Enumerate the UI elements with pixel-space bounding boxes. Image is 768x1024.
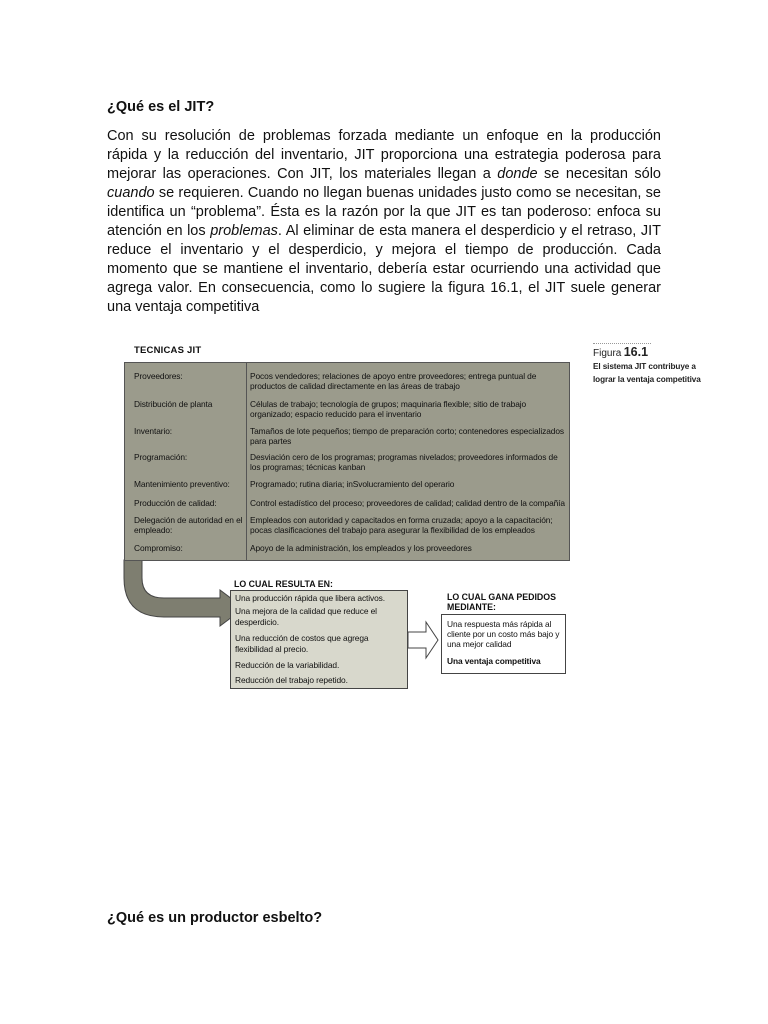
connector-arrow (124, 560, 244, 626)
caption-rule (593, 343, 651, 344)
paragraph-emphasis: problemas (210, 223, 278, 239)
body-paragraph (107, 127, 661, 317)
result-item: Una mejora de la calidad que reduce el desperdicio. (235, 606, 377, 627)
technique-description: Desviación cero de los programas; programas nivelados; proveedores informados de los programas; técnicas kanban (250, 452, 558, 472)
technique-name: Mantenimiento preventivo: (134, 479, 230, 489)
paragraph-run: se requieren. Cuando no llegan buenas unidades justo como se necesitan, se identifica un “problema”. Ésta es la razón por la que JIT es tan poderoso: enfoca su atención en los (107, 185, 661, 239)
technique-description: Empleados con autoridad y capacitados en forma cruzada; apoyo a la capacitación; pocas clasificaciones del trabajo para asegurar la flexibilidad de los empleados (250, 515, 553, 535)
technique-name: Compromiso: (134, 543, 183, 553)
techniques-title: TECNICAS JIT (134, 345, 202, 356)
wins-title: LO CUAL GANA PEDIDOS MEDIANTE: (447, 592, 556, 612)
caption-text: El sistema JIT contribuye a lograr la ventaja competitiva (593, 362, 701, 384)
result-item: Reducción de la variabilidad. (235, 660, 340, 670)
technique-description: Apoyo de la administración, los empleados y los proveedores (250, 543, 472, 553)
technique-description: Programado; rutina diaria; inSvolucramiento del operario (250, 479, 455, 489)
results-title: LO CUAL RESULTA EN: (234, 579, 333, 589)
technique-name: Delegación de autoridad en el empleado: (134, 515, 243, 535)
win-item: Una ventaja competitiva (447, 656, 541, 666)
result-item: Una reducción de costos que agrega flexibilidad al precio. (235, 633, 369, 654)
technique-name: Producción de calidad: (134, 498, 217, 508)
caption-number: 16.1 (623, 345, 649, 359)
result-item: Una producción rápida que libera activos. (235, 593, 385, 603)
technique-description: Tamaños de lote pequeños; tiempo de preparación corto; contenedores especializados para partes (250, 426, 564, 446)
technique-description: Células de trabajo; tecnología de grupos; maquinaria flexible; sitio de trabajo organizado; espacio reducido para el inventario (250, 399, 527, 419)
technique-name: Programación: (134, 452, 188, 462)
paragraph-run: se necesitan sólo (537, 166, 661, 182)
technique-name: Inventario: (134, 426, 173, 436)
section-heading-lean: ¿Qué es un productor esbelto? (107, 910, 323, 926)
result-item: Reducción del trabajo repetido. (235, 675, 348, 685)
win-item: Una respuesta más rápida al cliente por un costo más bajo y una mejor calidad (447, 619, 560, 649)
technique-description: Pocos vendedores; relaciones de apoyo entre proveedores; entrega puntual de productos de calidad directamente en las áreas de trabajo (250, 371, 537, 391)
paragraph-run: Con su resolución de problemas forzada mediante un enfoque en la producción rápida y la reducción del inventario, JIT proporciona una estrategia poderosa para mejorar las operaciones. Con JIT, los materiales llegan a (107, 128, 661, 182)
technique-description: Control estadístico del proceso; proveedores de calidad; calidad dentro de la compañía (250, 498, 565, 508)
paragraph-emphasis: donde (497, 166, 538, 182)
section-heading-jit: ¿Qué es el JIT? (107, 99, 215, 115)
technique-name: Distribución de planta (134, 399, 213, 409)
paragraph-emphasis: cuando (107, 185, 155, 201)
paragraph-run: . Al eliminar de esta manera el desperdicio y el retraso, JIT reduce el inventario y el desperdicio, y mejora el tiempo de producción. Cada momento que se mantiene el inventario, debería estar ocurriendo una actividad que agrega valor. En consecuencia, como lo sugiere la figura 16.1, el JIT suele generar una ventaja competitiva (107, 223, 662, 315)
results-to-wins-arrow (408, 622, 438, 658)
figure-caption (593, 346, 713, 386)
caption-label: Figura (593, 348, 622, 359)
technique-name: Proveedores: (134, 371, 183, 381)
